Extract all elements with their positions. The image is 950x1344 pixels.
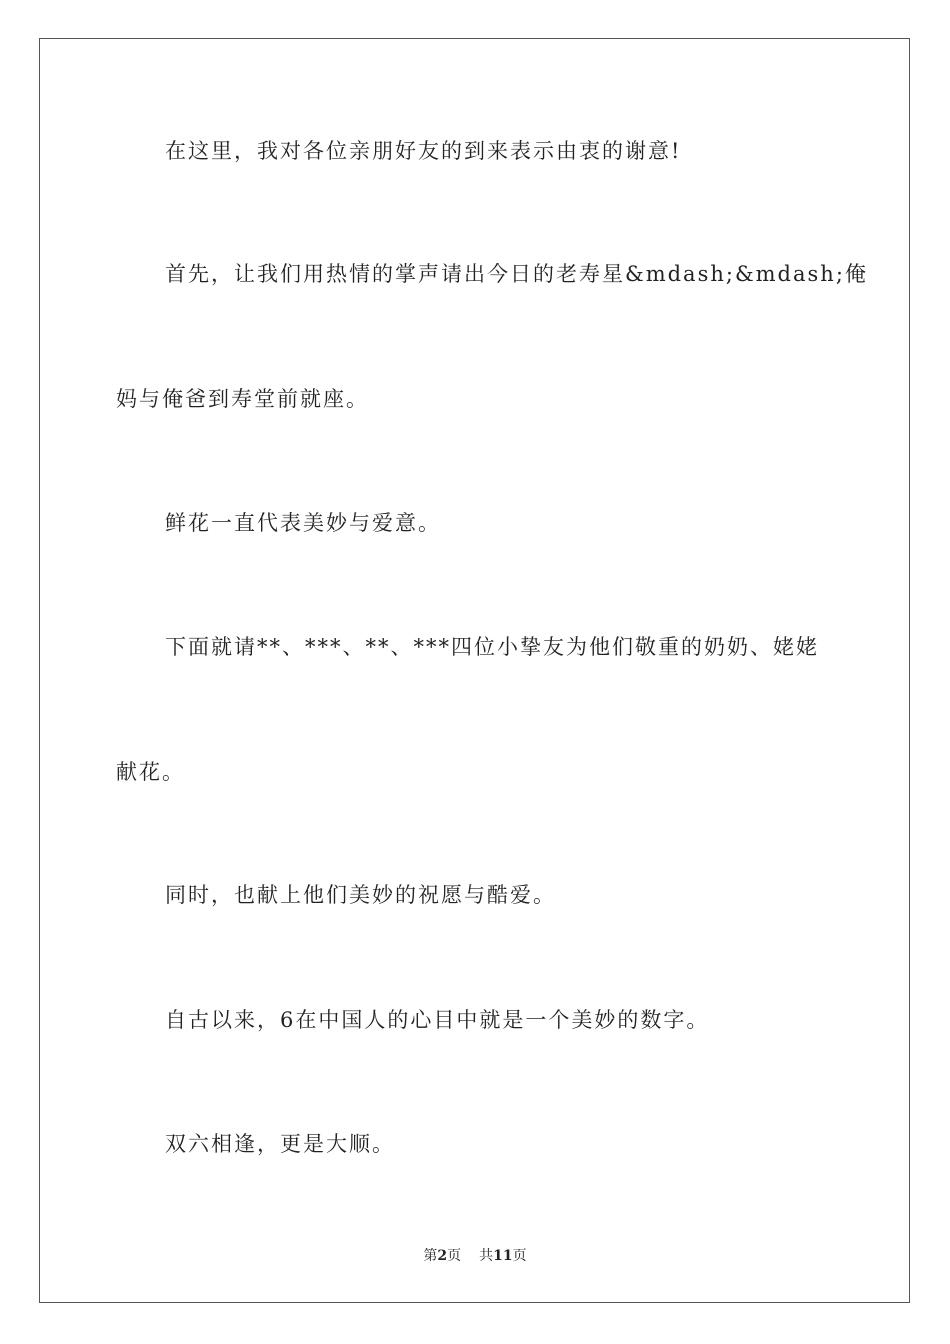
page-frame — [39, 38, 910, 1303]
paragraph-line: 自古以来，6在中国人的心目中就是一个美妙的数字。 — [165, 1008, 710, 1032]
paragraph-line: 鲜花一直代表美妙与爱意。 — [165, 511, 441, 535]
paragraph-line: 同时，也献上他们美妙的祝愿与酷爱。 — [165, 883, 556, 907]
paragraph-line: 献花。 — [116, 760, 185, 784]
paragraph-line: 首先，让我们用热情的掌声请出今日的老寿星&mdash;&mdash;俺 — [165, 262, 868, 286]
total-pages: 11 — [493, 1248, 513, 1264]
total-prefix: 共 — [479, 1248, 494, 1264]
total-suffix: 页 — [512, 1248, 527, 1264]
paragraph-line: 下面就请**、***、**、***四位小挚友为他们敬重的奶奶、姥姥 — [165, 635, 819, 659]
page-footer — [0, 1246, 950, 1266]
paragraph-line: 双六相逢，更是大顺。 — [165, 1132, 395, 1156]
page-prefix: 第 — [423, 1248, 438, 1264]
paragraph-line: 妈与俺爸到寿堂前就座。 — [116, 387, 369, 411]
paragraph-line: 在这里，我对各位亲朋好友的到来表示由衷的谢意! — [165, 139, 682, 163]
page-suffix: 页 — [447, 1248, 462, 1264]
page-number: 2 — [437, 1248, 448, 1264]
